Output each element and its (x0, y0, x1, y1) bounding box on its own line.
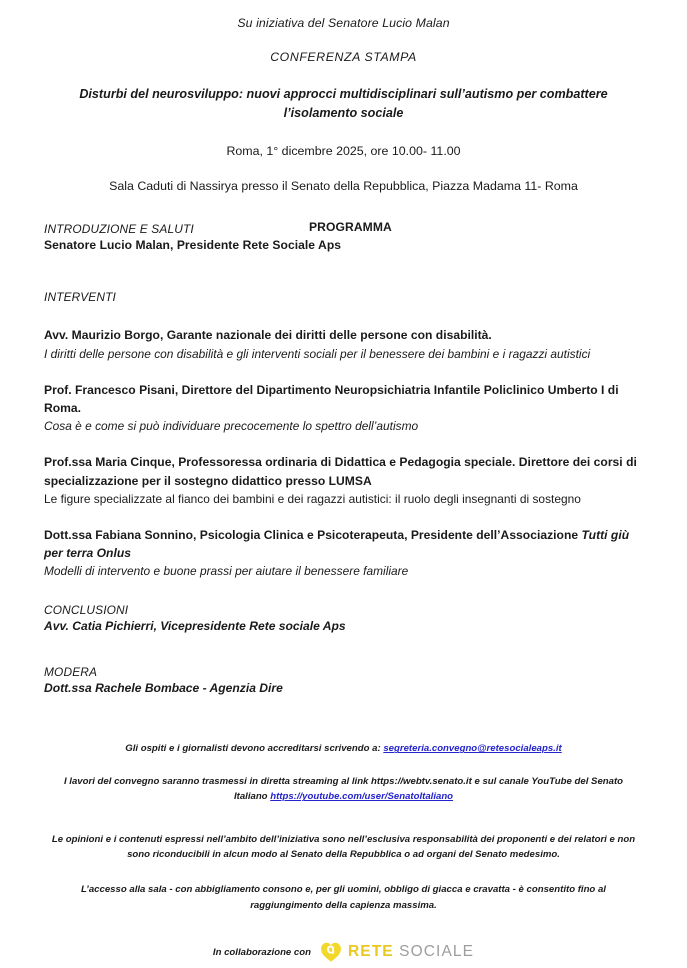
spacer (44, 633, 643, 665)
logo-word-primary: RETE (348, 943, 394, 961)
spacer (44, 304, 643, 326)
collaboration-row (0, 941, 687, 963)
spacer (44, 364, 643, 381)
speaker-description: I diritti delle persone con disabilità e gli interventi sociali per il benessere dei bambini e i ragazzi autistici (44, 346, 591, 361)
speaker-name-emphasis: Tutti giù per terra Onlus (44, 527, 630, 561)
intro-label: INTRODUZIONE E SALUTI (44, 222, 194, 237)
moderator-person: Dott.ssa Rachele Bombace - Agenzia Dire (44, 681, 283, 696)
heart-icon (320, 941, 342, 963)
speaker-entry (44, 453, 643, 509)
speaker-name (44, 526, 643, 563)
speaker-description: Modelli di intervento e buone prassi per aiutare il benessere familiare (44, 564, 409, 579)
spacer (44, 436, 643, 453)
disclaimer-note: Le opinioni e i contenuti espressi nell’ambito dell’iniziativa sono nell’esclusiva responsabilità dei proponenti e dei relatori e non sono riconducibili in alcun modo al Senato della Repubblica o ad organi del Senato medesimo. (51, 833, 636, 861)
logo-word-secondary: SOCIALE (399, 943, 475, 961)
event-datetime: Roma, 1° dicembre 2025, ore 10.00- 11.00 (226, 144, 461, 159)
logo-wordmark (348, 943, 474, 961)
speaker-entry (44, 326, 643, 363)
spacer (44, 252, 643, 290)
rete-sociale-logo (320, 941, 474, 963)
speaker-entry (44, 526, 643, 582)
spacer (44, 581, 643, 603)
document-header (0, 0, 687, 193)
event-venue: Sala Caduti di Nassirya presso il Senato della Repubblica, Piazza Madama 11- Roma (109, 179, 578, 194)
youtube-channel-link[interactable]: https://youtube.com/user/SenatoItaliano (270, 791, 454, 803)
accreditation-email-link[interactable]: segreteria.convegno@retesocialeaps.it (383, 743, 562, 755)
spacer (44, 509, 643, 526)
speaker-entry (44, 381, 643, 437)
intro-heading-row (44, 220, 643, 235)
programme-section (0, 220, 687, 695)
accreditation-text: Gli ospiti e i giornalisti devono accreditarsi scrivendo a: (125, 743, 384, 755)
initiative-line: Su iniziativa del Senatore Lucio Malan (237, 16, 450, 30)
streaming-note (0, 774, 687, 805)
conference-type: CONFERENZA STAMPA (270, 50, 417, 64)
speaker-name: Prof.ssa Maria Cinque, Professoressa ordinaria di Didattica e Pedagogia speciale. Direttore dei corsi di specializzazione per il sostegno didattico presso LUMSA (44, 455, 637, 488)
accreditation-note (0, 741, 687, 757)
collaboration-label: In collaborazione con (212, 946, 311, 958)
programme-heading: PROGRAMMA (309, 220, 392, 235)
streaming-text: I lavori del convegno saranno trasmessi in diretta streaming al link https://webtv.senato.it e sul canale YouTube del Senato Italiano (63, 775, 624, 803)
intro-person: Senatore Lucio Malan, Presidente Rete Sociale Aps (44, 238, 342, 253)
speaker-name-prefix: Dott.ssa Fabiana Sonnino, Psicologia Clinica e Psicoterapeuta, Presidente dell’Associazione (44, 527, 582, 542)
conclusions-label: CONCLUSIONI (44, 603, 129, 618)
page-title: Disturbi del neurosviluppo: nuovi approcci multidisciplinari sull’autismo per combattere l’isolamento sociale (79, 87, 608, 121)
moderator-label: MODERA (44, 665, 98, 680)
speaker-description: Cosa è e come si può individuare precocemente lo spettro dell’autismo (44, 419, 419, 434)
conclusions-person: Avv. Catia Pichierri, Vicepresidente Rete sociale Aps (44, 619, 346, 634)
speaker-name: Prof. Francesco Pisani, Direttore del Dipartimento Neuropsichiatria Infantile Policlinico Umberto I di Roma. (44, 382, 619, 415)
speaker-description: Le figure specializzate al fianco dei bambini e dei ragazzi autistici: il ruolo degli insegnanti di sostegno (44, 491, 581, 506)
interventions-label: INTERVENTI (44, 290, 116, 305)
dresscode-note: L’accesso alla sala - con abbigliamento consono e, per gli uomini, obbligo di giacca e cravatta - è consentito fino al raggiungimento della capienza massima. (81, 884, 606, 911)
speaker-name: Avv. Maurizio Borgo, Garante nazionale dei diritti delle persone con disabilità. (44, 328, 492, 343)
